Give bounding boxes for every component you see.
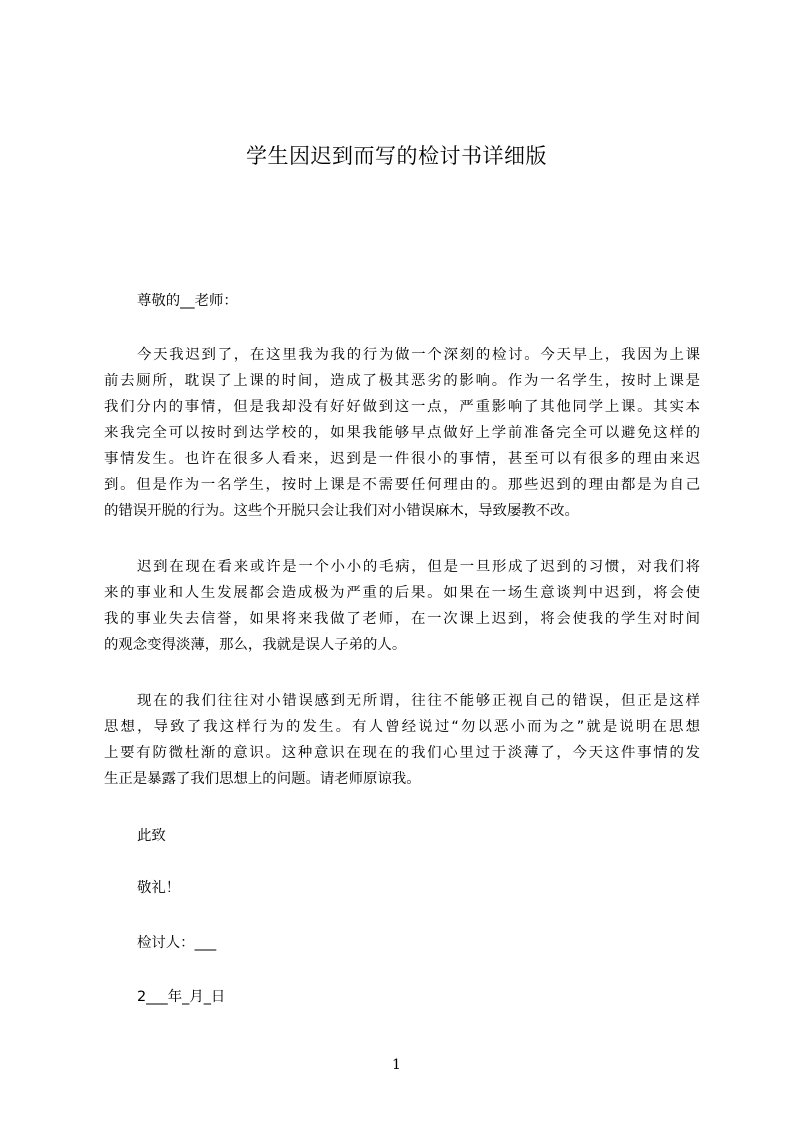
paragraph-line: 我的事业失去信誉，如果将来我做了老师，在一次课上迟到，将会使我的学生对时间 (104, 611, 700, 627)
document-title: 学生因迟到而写的检讨书详细版 (246, 144, 547, 168)
paragraph-line: 的观念变得淡薄，那么，我就是误人子弟的人。 (104, 637, 407, 653)
paragraph-1 (104, 342, 700, 524)
paragraph-line: 来我完全可以按时到达学校的，如果我能够早点做好上学前准备完全可以避免这样的 (104, 425, 700, 441)
page-number: 1 (392, 1057, 401, 1073)
paragraph-line: 前去厕所，耽误了上课的时间，造成了极其恶劣的影响。作为一名学生，按时上课是 (104, 373, 700, 389)
paragraph-3 (104, 688, 700, 792)
paragraph-line: 上要有防微杜渐的意识。这种意识在现在的我们心里过于淡薄了，今天这件事情的发 (104, 745, 700, 761)
date: 2___年_月_日 (137, 989, 226, 1005)
paragraph-line: 今天我迟到了，在这里我为我的行为做一个深刻的检讨。今天早上，我因为上课 (137, 347, 700, 363)
salutation: 尊敬的__老师： (137, 293, 238, 309)
paragraph-line: 我们分内的事情，但是我却没有好好做到这一点，严重影响了其他同学上课。其实本 (104, 399, 700, 415)
paragraph-line: 事情发生。也许在很多人看来，迟到是一件很小的事情，甚至可以有很多的理由来迟 (104, 451, 700, 467)
paragraph-line: 的错误开脱的行为。这些个开脱只会让我们对小错误麻木，导致屡教不改。 (104, 503, 579, 519)
signer: 检讨人：___ (137, 935, 217, 951)
paragraph-line: 来的事业和人生发展都会造成极为严重的后果。如果在一场生意谈判中迟到，将会使 (104, 585, 700, 601)
paragraph-line: 迟到在现在看来或许是一个小小的毛病，但是一旦形成了迟到的习惯，对我们将 (137, 559, 700, 575)
paragraph-2 (104, 554, 700, 658)
paragraph-line: 到。但是作为一名学生，按时上课是不需要任何理由的。那些迟到的理由都是为自己 (104, 477, 700, 493)
regards: 敬礼！ (137, 880, 181, 896)
paragraph-line: 思想，导致了我这样行为的发生。有人曾经说过“勿以恶小而为之”就是说明在思想 (104, 719, 700, 735)
closing: 此致 (137, 828, 166, 844)
paragraph-line: 生正是暴露了我们思想上的问题。请老师原谅我。 (104, 771, 421, 787)
paragraph-line: 现在的我们往往对小错误感到无所谓，往往不能够正视自己的错误，但正是这样 (137, 693, 700, 709)
